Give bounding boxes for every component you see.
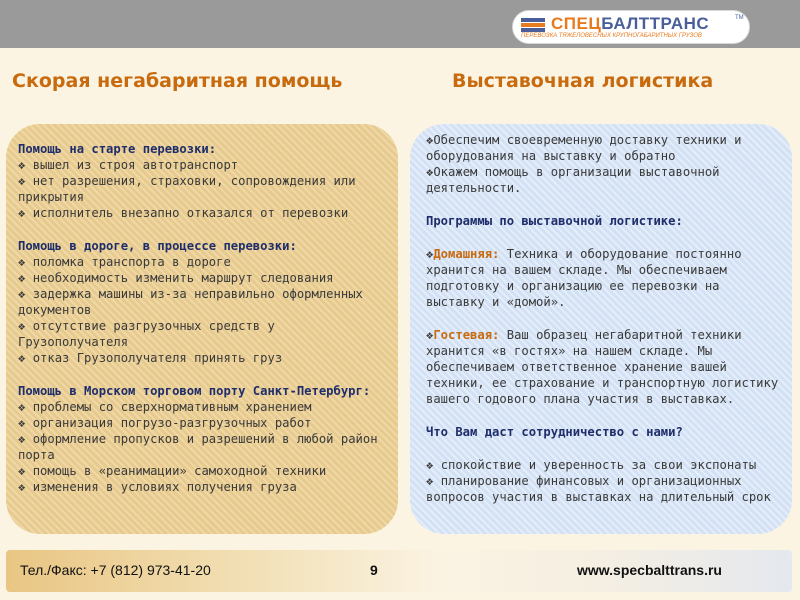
- diamond-bullet-icon: ❖: [426, 247, 434, 261]
- benefits-list: [426, 457, 782, 505]
- list-item: ❖ вышел из строя автотранспорт: [18, 158, 239, 172]
- left-panel-text: [18, 141, 390, 512]
- diamond-bullet-icon: ❖: [18, 319, 26, 333]
- diamond-bullet-icon: ❖: [426, 474, 434, 488]
- right-panel-text: [426, 132, 782, 505]
- start-help-block: [18, 141, 390, 221]
- logo-tagline: ПЕРЕВОЗКА ТЯЖЕЛОВЕСНЫХ КРУПНОГАБАРИТНЫХ ГРУЗОВ: [521, 33, 702, 39]
- block-heading: Помощь в дороге, в процессе перевозки:: [18, 239, 297, 253]
- diamond-bullet-icon: ❖: [18, 287, 26, 301]
- list-item: ❖ проблемы со сверхнормативным хранением: [18, 400, 312, 414]
- block-heading: Помощь в Морском торговом порту Санкт-Петербург:: [18, 384, 371, 398]
- list-item: ❖ поломка транспорта в дороге: [18, 255, 231, 269]
- diamond-bullet-icon: ❖: [426, 133, 434, 147]
- list-item: ❖ отсутствие разгрузочных средств у Грузополучателя: [18, 319, 275, 349]
- logo-trademark: TM: [735, 15, 744, 21]
- logo-mark-icon: [521, 18, 545, 32]
- list-item: ❖ отказ Грузополучателя принять груз: [18, 351, 283, 365]
- logo-name-part-b: БАЛТТРАНС: [601, 14, 710, 33]
- list-item: ❖ организация погрузо-разгрузочных работ: [18, 416, 312, 430]
- left-title: Скорая негабаритная помощь: [12, 70, 343, 92]
- logo-name: [551, 14, 709, 34]
- block-heading: Помощь на старте перевозки:: [18, 142, 217, 156]
- list-item: ❖Окажем помощь в организации выставочной деятельности.: [426, 165, 720, 195]
- diamond-bullet-icon: ❖: [18, 271, 26, 285]
- logo-name-part-a: СПЕЦ: [551, 14, 602, 33]
- list-item: ❖ исполнитель внезапно отказался от перевозки: [18, 206, 349, 220]
- port-help-block: [18, 383, 390, 495]
- list-item: ❖ нет разрешения, страховки, сопровождения или прикрытия: [18, 174, 356, 204]
- diamond-bullet-icon: ❖: [18, 432, 26, 446]
- intro-block: [426, 132, 782, 196]
- diamond-bullet-icon: ❖: [426, 458, 434, 472]
- program-label: Домашняя:: [433, 247, 500, 261]
- list-item: ❖ изменения в условиях получения груза: [18, 480, 297, 494]
- diamond-bullet-icon: ❖: [18, 416, 26, 430]
- diamond-bullet-icon: ❖: [18, 158, 26, 172]
- diamond-bullet-icon: ❖: [18, 464, 26, 478]
- diamond-bullet-icon: ❖: [18, 351, 26, 365]
- footer-website[interactable]: www.specbalttrans.ru: [577, 562, 722, 578]
- benefits-heading: Что Вам даст сотрудничество с нами?: [426, 425, 683, 439]
- program-home: ❖Домашняя: Техника и оборудование постоянно хранится на вашем складе. Мы обеспечиваем подготовку и организацию ее перевозки на выставку и «домой».: [426, 247, 742, 309]
- program-guest: ❖Гостевая: Ваш образец негабаритной техники хранится «в гостях» на нашем складе. Мы обеспечиваем ответственное хранение вашей техники, ее страхование и транспортную логистику вашего годового плана участия в выставках.: [426, 328, 779, 406]
- diamond-bullet-icon: ❖: [18, 255, 26, 269]
- list-item: ❖ оформление пропусков и разрешений в любой район порта: [18, 432, 378, 462]
- list-item: ❖ задержка машины из-за неправильно оформленных документов: [18, 287, 363, 317]
- diamond-bullet-icon: ❖: [426, 165, 434, 179]
- list-item: ❖ планирование финансовых и организационных вопросов участия в выставках на длительный срок: [426, 474, 771, 504]
- company-logo: [512, 10, 750, 44]
- right-title: Выставочная логистика: [452, 70, 714, 92]
- road-help-block: [18, 238, 390, 366]
- list-item: ❖Обеспечим своевременную доставку техники и оборудования на выставку и обратно: [426, 133, 742, 163]
- list-item: ❖ помощь в «реанимации» самоходной техники: [18, 464, 327, 478]
- diamond-bullet-icon: ❖: [18, 480, 26, 494]
- program-label: Гостевая:: [433, 328, 500, 342]
- diamond-bullet-icon: ❖: [426, 328, 434, 342]
- programs-heading: Программы по выставочной логистике:: [426, 214, 683, 228]
- list-item: ❖ спокойствие и уверенность за свои экспонаты: [426, 458, 757, 472]
- footer-phone: Тел./Факс: +7 (812) 973-41-20: [20, 562, 211, 578]
- page-number: 9: [370, 562, 378, 578]
- diamond-bullet-icon: ❖: [18, 174, 26, 188]
- list-item: ❖ необходимость изменить маршрут следования: [18, 271, 334, 285]
- diamond-bullet-icon: ❖: [18, 400, 26, 414]
- diamond-bullet-icon: ❖: [18, 206, 26, 220]
